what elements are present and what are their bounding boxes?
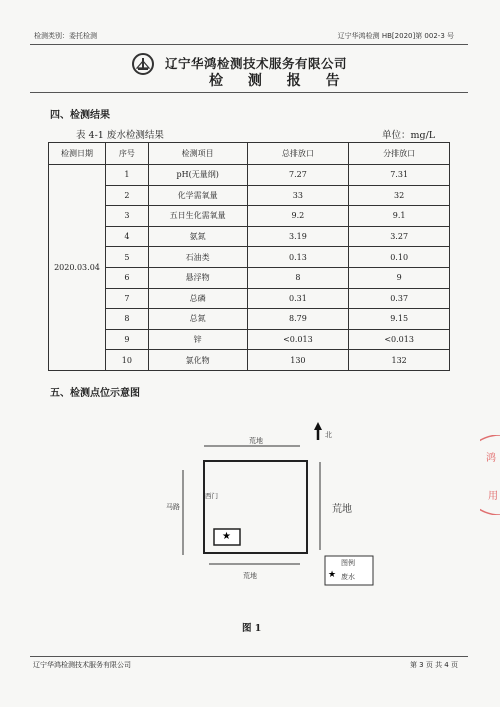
cell-no: 4 bbox=[105, 226, 148, 247]
cell-main-outlet: <0.013 bbox=[247, 329, 349, 350]
cell-no: 2 bbox=[105, 185, 148, 206]
cell-item: 石油类 bbox=[148, 247, 247, 268]
map-label-west-gate: 西门 bbox=[205, 492, 218, 500]
cell-branch-outlet: 3.27 bbox=[349, 226, 450, 247]
footer-page-number: 第 3 页 共 4 页 bbox=[409, 661, 458, 669]
cell-branch-outlet: 0.37 bbox=[349, 288, 450, 309]
cell-main-outlet: 33 bbox=[247, 185, 349, 206]
cell-main-outlet: 3.19 bbox=[247, 226, 349, 247]
cell-main-outlet: 130 bbox=[247, 350, 349, 371]
report-title: 检 测 报 告 bbox=[209, 73, 350, 89]
cell-branch-outlet: 9.15 bbox=[349, 309, 450, 330]
col-header-no: 序号 bbox=[105, 143, 148, 165]
table-unit: 单位：mg/L bbox=[382, 130, 436, 141]
cell-branch-outlet: 32 bbox=[349, 185, 450, 206]
cell-item: 氯化物 bbox=[148, 350, 247, 371]
cell-item: pH(无量纲) bbox=[148, 165, 247, 186]
col-header-main-outlet: 总排放口 bbox=[247, 143, 349, 165]
header-category: 检测类别：委托检测 bbox=[34, 32, 97, 40]
cell-item: 总磷 bbox=[148, 288, 247, 309]
cell-no: 9 bbox=[105, 329, 148, 350]
cell-no: 6 bbox=[105, 267, 148, 288]
cell-main-outlet: 8 bbox=[247, 267, 349, 288]
seal-char-2: 用 bbox=[488, 491, 498, 502]
cell-main-outlet: 9.2 bbox=[247, 206, 349, 227]
cell-date: 2020.03.04 bbox=[49, 165, 106, 371]
company-name: 辽宁华鸿检测技术服务有限公司 bbox=[165, 56, 348, 71]
legend-star-icon: ★ bbox=[328, 570, 337, 580]
cell-item: 悬浮物 bbox=[148, 267, 247, 288]
cell-branch-outlet: 9.1 bbox=[349, 206, 450, 227]
cell-branch-outlet: 9 bbox=[349, 267, 450, 288]
cell-no: 10 bbox=[105, 350, 148, 371]
cell-no: 8 bbox=[105, 309, 148, 330]
col-header-date: 检测日期 bbox=[49, 143, 106, 165]
cell-item: 化学需氧量 bbox=[148, 185, 247, 206]
company-seal-stamp bbox=[480, 435, 500, 515]
cell-main-outlet: 0.13 bbox=[247, 247, 349, 268]
cell-no: 1 bbox=[105, 165, 148, 186]
map-label-top: 荒地 bbox=[249, 437, 263, 445]
col-header-branch-outlet: 分排放口 bbox=[349, 143, 450, 165]
cell-main-outlet: 7.27 bbox=[247, 165, 349, 186]
cell-no: 5 bbox=[105, 247, 148, 268]
sampling-point-star-icon: ★ bbox=[222, 531, 231, 542]
footer-company: 辽宁华鸿检测技术服务有限公司 bbox=[33, 661, 131, 669]
footer-rule bbox=[30, 656, 468, 657]
cell-item: 锌 bbox=[148, 329, 247, 350]
cell-item: 五日生化需氧量 bbox=[148, 206, 247, 227]
map-label-bottom: 荒地 bbox=[243, 572, 257, 580]
north-label: 北 bbox=[325, 431, 332, 439]
cell-branch-outlet: 132 bbox=[349, 350, 450, 371]
cell-item: 氨氮 bbox=[148, 226, 247, 247]
map-label-road: 马路 bbox=[166, 503, 180, 511]
cell-item: 总氮 bbox=[148, 309, 247, 330]
seal-char-1: 鸿 bbox=[486, 453, 496, 464]
cell-no: 7 bbox=[105, 288, 148, 309]
cell-branch-outlet: 0.10 bbox=[349, 247, 450, 268]
table-caption: 表 4-1 废水检测结果 bbox=[76, 130, 164, 141]
figure-caption: 图 1 bbox=[242, 623, 262, 634]
cell-branch-outlet: 7.31 bbox=[349, 165, 450, 186]
map-label-right: 荒地 bbox=[332, 504, 352, 515]
col-header-item: 检测项目 bbox=[148, 143, 247, 165]
legend-title: 图例 bbox=[341, 559, 355, 567]
header-report-number: 辽宁华鸿检测 HB[2020]第 002-3 号 bbox=[337, 32, 454, 40]
section-heading-results: 四、检测结果 bbox=[50, 110, 110, 121]
cell-main-outlet: 0.31 bbox=[247, 288, 349, 309]
cell-no: 3 bbox=[105, 206, 148, 227]
cell-branch-outlet: <0.013 bbox=[349, 329, 450, 350]
cell-main-outlet: 8.79 bbox=[247, 309, 349, 330]
legend-item-wastewater: 废水 bbox=[341, 573, 355, 581]
section-heading-map: 五、检测点位示意图 bbox=[50, 388, 140, 399]
